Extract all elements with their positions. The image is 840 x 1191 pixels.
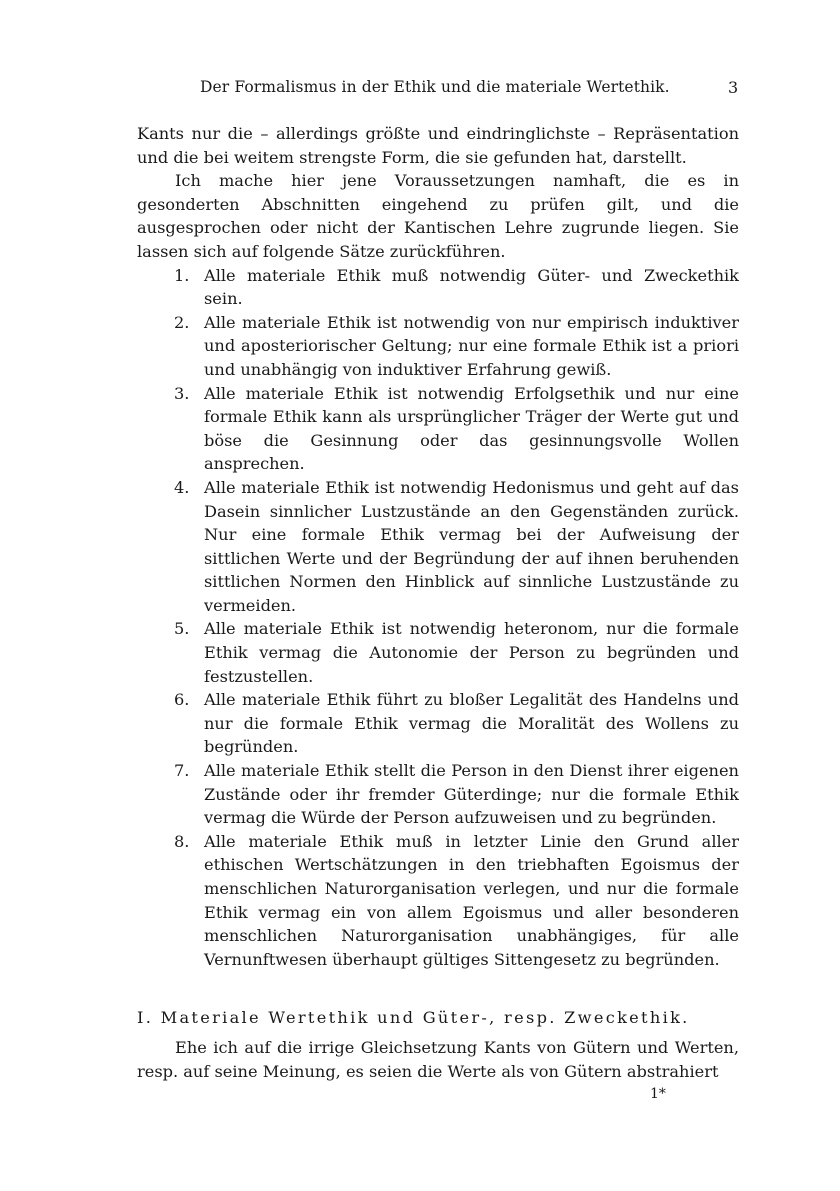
item-number: 1. — [174, 265, 190, 285]
main-text — [137, 122, 739, 971]
item-number: 3. — [174, 383, 190, 403]
item-text: Alle materiale Ethik ist notwendig Hedonismus und geht auf das Dasein sinnlicher Lustzustände an den Gegenständen zurück. Nur eine formale Ethik vermag bei der Aufweisung der sittlichen Werte und der Begründung der auf ihnen beruhenden sittlichen Normen den Hinblick auf sinnliche Lustzustände zu vermeiden. — [204, 477, 739, 615]
list-item — [137, 264, 739, 311]
item-text: Alle materiale Ethik ist notwendig heteronom, nur die formale Ethik vermag die Autonomie der Person zu begründen und festzustellen. — [204, 619, 739, 686]
item-text: Alle materiale Ethik muß notwendig Güter- und Zweckethik sein. — [204, 265, 739, 309]
list-item — [137, 382, 739, 476]
item-text: Alle materiale Ethik stellt die Person in den Dienst ihrer eigenen Zustände oder ihr fremder Güterdinge; nur die formale Ethik vermag die Würde der Person aufzuweisen und zu begründen. — [204, 761, 739, 828]
item-number: 7. — [174, 761, 190, 781]
item-number: 5. — [174, 619, 190, 639]
item-text: Alle materiale Ethik ist notwendig von nur empirisch induktiver und aposteriorischer Geltung; nur eine formale Ethik ist a priori und unabhängig von induktiver Erfahrung gewiß. — [204, 312, 739, 379]
item-number: 6. — [174, 690, 190, 710]
list-item — [137, 688, 739, 759]
list-item — [137, 617, 739, 688]
list-item — [137, 759, 739, 830]
signature-mark: 1* — [650, 1086, 666, 1102]
section-heading: I. Materiale Wertethik und Güter-, resp. Zweckethik. — [137, 1008, 690, 1027]
item-number: 4. — [174, 477, 190, 497]
item-text: Alle materiale Ethik ist notwendig Erfolgsethik und nur eine formale Ethik kann als ursprünglicher Träger der Werte gut und böse die Gesinnung oder das gesinnungsvolle Wollen ansprechen. — [204, 383, 739, 474]
theses-list — [137, 264, 739, 972]
running-title: Der Formalismus in der Ethik und die materiale Wertethik. — [200, 78, 670, 96]
item-text: Alle materiale Ethik muß in letzter Linie den Grund aller ethischen Wertschätzungen in den triebhaften Egoismus der menschlichen Naturorganisation verlegen, und nur die formale Ethik vermag ein von allem Egoismus und aller besonderen menschlichen Naturorganisation unabhängiges, für alle Vernunftwesen überhaupt gültiges Sittengesetz zu begründen. — [204, 831, 739, 969]
section-text — [137, 1036, 739, 1083]
page-number: 3 — [728, 78, 739, 97]
list-item — [137, 311, 739, 382]
list-item — [137, 830, 739, 972]
item-text: Alle materiale Ethik führt zu bloßer Legalität des Handelns und nur die formale Ethik vermag die Moralität des Wollens zu begründen. — [204, 690, 739, 757]
list-item — [137, 476, 739, 618]
paragraph-continuation: Kants nur die – allerdings größte und eindringlichste – Repräsentation und die bei weitem strengste Form, die sie gefunden hat, darstellt. — [137, 124, 739, 167]
item-number: 8. — [174, 831, 190, 851]
section-paragraph: Ehe ich auf die irrige Gleichsetzung Kants von Gütern und Werten, resp. auf seine Meinung, es seien die Werte als von Gütern abstrahiert — [137, 1038, 739, 1081]
item-number: 2. — [174, 312, 190, 332]
paragraph-intro: Ich mache hier jene Voraussetzungen namhaft, die es in gesonderten Abschnitten eingehend zu prüfen gilt, und die ausgesprochen oder nicht der Kantischen Lehre zugrunde liegen. Sie lassen sich auf folgende Sätze zurückführen. — [137, 171, 739, 261]
